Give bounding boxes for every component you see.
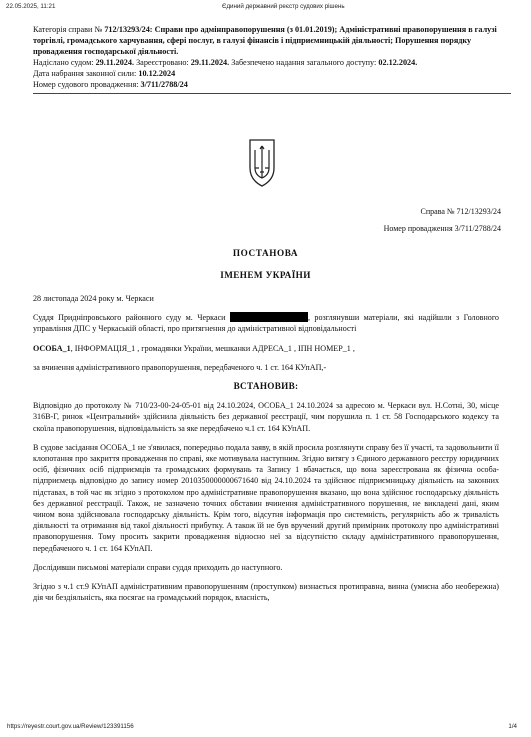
document-body [33, 293, 499, 611]
sent-label: Надіслано судом: [33, 58, 94, 68]
paragraph-4: Згідно з ч.1 ст.9 КУпАП адміністративним правопорушенням (проступком) визнається протиправна, винна (умисна або необережна) дія чи бездіяльність, яка посягає на громадський порядок, власність, [33, 582, 499, 603]
established-heading: ВСТАНОВИВ: [233, 381, 299, 392]
effective-date: 10.12.2024 [138, 69, 176, 79]
document-title: ПОСТАНОВА [232, 248, 299, 258]
page-counter: 1/4 [508, 723, 517, 730]
paragraph-2: В судове засідання ОСОБА_1 не з'явилася, попередньо подала заяву, в якій просила розглянути справу без її участі, та задовольнити її клопотання про закриття провадження по справі, яке мотивувала наступним. Згідно витягу з Єдиного державного реєстру юридичних осіб, фізичних осіб підприємців та громадських формувань та Запису 1 вбачається, що вона зареєстрована як фізична особа-підприємець відповідно до запису номер 2010350000000671640 від 24.10.2024 та здійснює підприємницьку діяльність на законних підставах, в той час як згідно з протоколом про адміністративне правопорушення вказано, що вона здійснює господарську діяльність без державної реєстрації. Також, не зазначено точних обставин вчинення адміністративного порушення, не викладені дані, яким чином вона здійснювала господарську діяльність. Крім того, відсутня інформація про системність, регулярність або ж тривалість діяльності та отримання від такої діяльності прибутку. А також їй не був вручений другий примірник протоколу про адміністративні правопорушення. Тому просить закрити провадження відносно неї за відсутністю складу адміністративного правопорушення, передбаченого ч. 1 ст. 164 КУпАП. [33, 442, 499, 553]
print-footer [0, 723, 531, 733]
registered-label: Зареєстровано: [136, 58, 189, 68]
person-paragraph [33, 343, 499, 354]
category-text: 712/13293/24: Справи про адмінправопорушення (з 01.01.2019); Адміністративні правопорушення в галузі торгівлі, громадського харчування, сфері послуг, в галузі фінансів і підприємницькій діяльності; Порушення порядку провадження господарської діяльності. [33, 25, 497, 57]
redacted-name [230, 312, 308, 322]
effective-date-row [33, 68, 511, 79]
date-place: 28 листопада 2024 року м. Черкаси [33, 294, 154, 303]
person-details: , ІНФОРМАЦІЯ_1 , громадянки України, мешканки АДРЕСА_1 , ІПН НОМЕР_1 , [70, 343, 355, 353]
judge-text-after: , розглянувши матеріали, які надійшли з Головного управління ДПС у Черкаській області, про притягнення до адміністративної відповідальності [33, 313, 499, 334]
case-category [33, 24, 511, 57]
access-date: 02.12.2024. [378, 58, 418, 68]
proceeding-label: Номер судового провадження: [33, 80, 139, 90]
proceeding-number: 3/711/2788/24 [140, 80, 188, 90]
registered-date: 29.11.2024. [190, 58, 230, 68]
judge-paragraph [33, 312, 499, 334]
page-url: https://reyestr.court.gov.ua/Review/123391156 [7, 723, 134, 730]
access-label: Забезпечено надання загального доступу: [231, 58, 377, 68]
effective-label: Дата набрання законної сили: [33, 69, 137, 79]
proceeding-number-row [33, 79, 511, 90]
category-label: Категорія справи № [33, 25, 103, 34]
document-subtitle: ІМЕНЕМ УКРАЇНИ [220, 270, 311, 280]
print-header [0, 3, 531, 13]
paragraph-1: Відповідно до протоколу № 710/23-00-24-05-01 від 24.10.2024, ОСОБА_1 24.10.2024 за адресою м. Черкаси вул. Н.Сотні, 30, місце 316В-Г, ринок «Центральний» здійснила діяльність без державної реєстрації, чим порушила п. 1 ст. 58 Господарського кодексу та скоїла правопорушення, відповідальність за яке передбачено ч.1 ст. 164 КУпАП. [33, 401, 499, 433]
sent-date: 29.11.2024. [95, 58, 135, 68]
print-date: 22.05.2025, 11:21 [6, 3, 56, 10]
case-metadata [33, 24, 511, 94]
print-site-title: Єдиний державний реєстр судових рішень [222, 3, 345, 10]
person-name: ОСОБА_1 [33, 343, 71, 353]
proceeding-number-right: Номер провадження 3/711/2788/24 [383, 224, 501, 233]
charge-paragraph: за вчинення адміністративного правопорушення, передбаченого ч. 1 ст. 164 КУпАП,- [33, 362, 327, 372]
paragraph-3: Дослідивши письмові матеріали справи суддя приходить до наступного. [33, 562, 283, 572]
ukraine-coat-of-arms-icon [249, 138, 275, 188]
case-numbers [384, 203, 501, 237]
case-dates [33, 57, 511, 68]
judge-text-before: Суддя Придніпровського районного суду м. Черкаси [33, 313, 226, 323]
case-number: Справа № 712/13293/24 [420, 207, 501, 216]
